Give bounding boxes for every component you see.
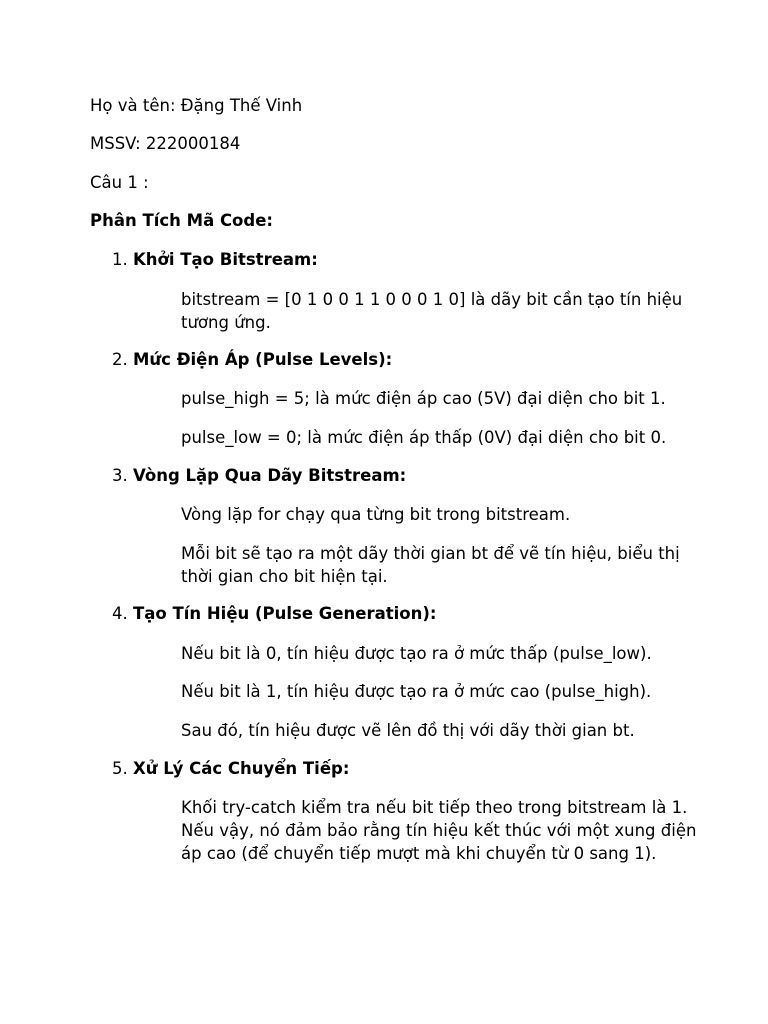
list-item-4 — [112, 603, 437, 625]
list-item-title: Vòng Lặp Qua Dãy Bitstream: — [133, 466, 407, 485]
list-item-title: Xử Lý Các Chuyển Tiếp: — [133, 759, 350, 778]
paragraph: bitstream = [0 1 0 0 1 1 0 0 0 1 0] là dãy bit cần tạo tín hiệu tương ứng. — [181, 290, 683, 332]
list-item-2 — [112, 349, 392, 371]
list-item-title: Khởi Tạo Bitstream: — [133, 250, 318, 269]
paragraph: Nếu bit là 1, tín hiệu được tạo ra ở mức cao (pulse_high). — [181, 682, 652, 701]
question-label: Câu 1 : — [90, 173, 149, 192]
paragraph: Sau đó, tín hiệu được vẽ lên đồ thị với dãy thời gian bt. — [181, 721, 635, 740]
paragraph: pulse_high = 5; là mức điện áp cao (5V) đại diện cho bit 1. — [181, 389, 666, 408]
list-number: 4. — [112, 604, 128, 623]
student-name: Họ và tên: Đặng Thế Vinh — [90, 96, 303, 115]
list-item-title: Tạo Tín Hiệu (Pulse Generation): — [133, 604, 437, 623]
list-item-3 — [112, 465, 406, 487]
list-item-1 — [112, 249, 318, 271]
student-id: MSSV: 222000184 — [90, 134, 241, 153]
paragraph: Nếu bit là 0, tín hiệu được tạo ra ở mức thấp (pulse_low). — [181, 644, 652, 663]
paragraph: Khối try-catch kiểm tra nếu bit tiếp theo trong bitstream là 1. Nếu vậy, nó đảm bảo rằng tín hiệu kết thúc với một xung điện áp cao (để chuyển tiếp mượt mà khi chuyển từ 0 sang 1). — [181, 798, 697, 863]
paragraph: Mỗi bit sẽ tạo ra một dãy thời gian bt để vẽ tín hiệu, biểu thị thời gian cho bit hiện tại. — [181, 544, 680, 586]
list-item-5 — [112, 758, 349, 780]
list-item-title: Mức Điện Áp (Pulse Levels): — [133, 350, 393, 369]
list-number: 1. — [112, 250, 128, 269]
list-number: 3. — [112, 466, 128, 485]
list-number: 5. — [112, 759, 128, 778]
list-number: 2. — [112, 350, 128, 369]
paragraph: Vòng lặp for chạy qua từng bit trong bitstream. — [181, 505, 571, 524]
paragraph: pulse_low = 0; là mức điện áp thấp (0V) đại diện cho bit 0. — [181, 428, 667, 447]
section-title: Phân Tích Mã Code: — [90, 211, 273, 230]
